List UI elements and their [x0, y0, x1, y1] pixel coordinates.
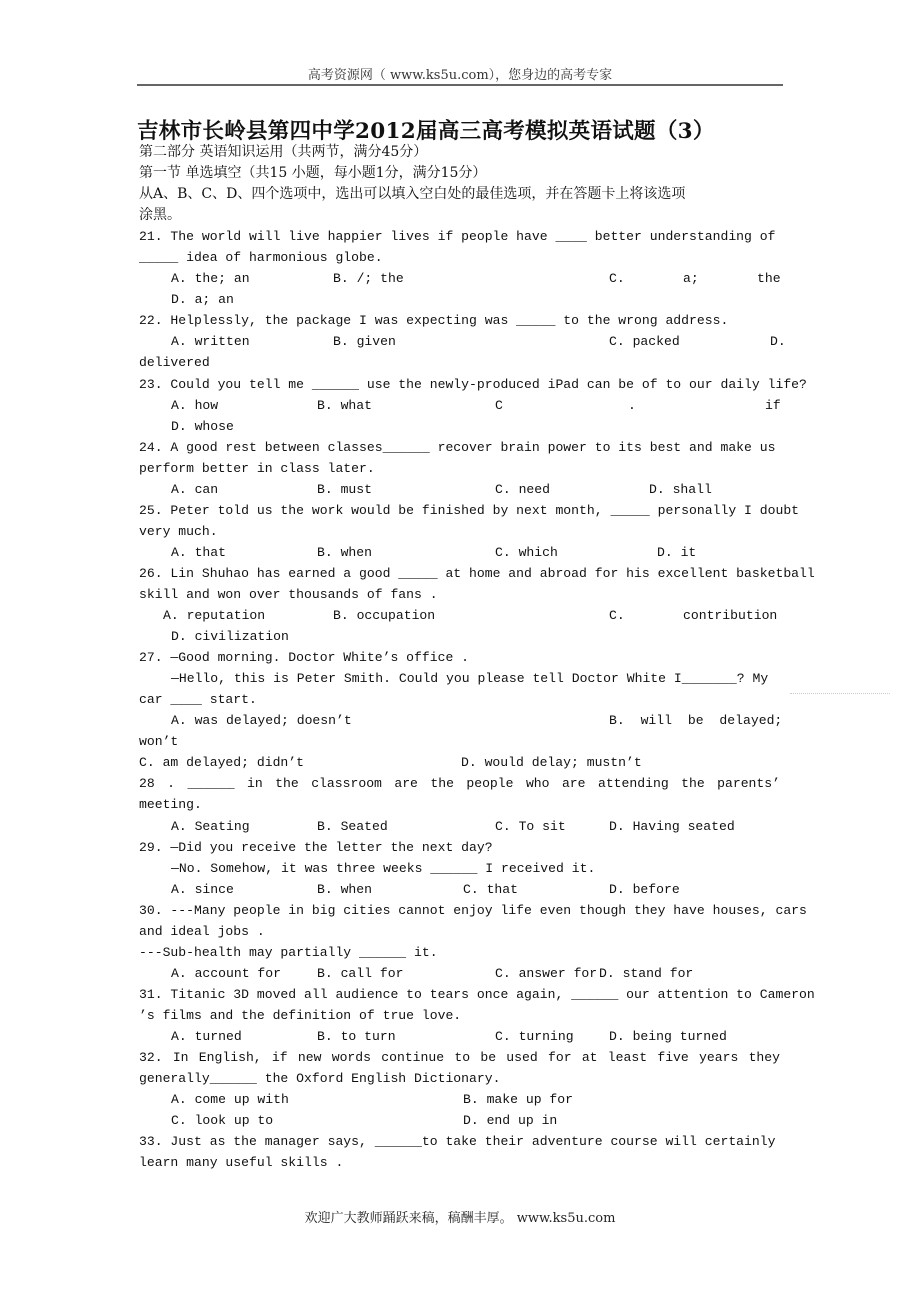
option-d: D. civilization: [171, 629, 289, 645]
question-29-options: [139, 879, 839, 900]
option-a: A. written: [171, 334, 250, 350]
instruction: 第二部分 英语知识运用（共两节，满分45分）: [139, 144, 428, 160]
option-b-cont: won’t: [139, 734, 179, 750]
option-d: D. would delay; mustn’t: [461, 755, 642, 771]
option-c: C. look up to: [171, 1113, 274, 1129]
option-a: A. Seating: [171, 818, 250, 834]
instruction: 涂黑。: [139, 207, 181, 224]
option-d-label: D.: [770, 334, 786, 350]
question-30-stem: 30. ---Many people in big cities cannot enjoy life even though they have houses, cars: [139, 902, 807, 918]
option-c-dot: .: [628, 397, 636, 413]
option-c-label: C.: [609, 608, 625, 624]
question-21-options: [139, 268, 839, 289]
option-c: a;: [683, 271, 699, 287]
instruction: 第一节 单选填空（共15 小题，每小题1分，满分15分）: [139, 165, 487, 182]
question-24-stem: perform better in class later.: [139, 460, 375, 476]
option-c: if: [765, 397, 781, 413]
question-33-stem: learn many useful skills .: [139, 1155, 344, 1171]
option-c: the: [757, 271, 781, 287]
page-header: 高考资源网（ www.ks5u.com），您身边的高考专家: [307, 68, 613, 83]
question-27-options: [139, 710, 839, 731]
question-22-stem: 22. Helplessly, the package I was expecting was _____ to the wrong address.: [139, 313, 729, 329]
option-c: C. packed: [609, 334, 680, 350]
option-b: B. /; the: [333, 271, 404, 287]
question-31-stem: 31. Titanic 3D moved all audience to tears once again, ______ our attention to Cameron: [139, 986, 815, 1002]
question-29-stem: —No. Somehow, it was three weeks ______ I received it.: [171, 860, 596, 876]
question-32-stem: 32. In English, if new words continue to be used for at least five years they: [139, 1050, 780, 1066]
option-d: D. shall: [649, 481, 712, 497]
question-25-stem: 25. Peter told us the work would be finished by next month, _____ personally I doubt: [139, 502, 800, 518]
question-28-options: [139, 816, 839, 837]
option-c-label: C.: [609, 271, 625, 287]
option-b: B. call for: [317, 965, 404, 981]
question-31-options: [139, 1026, 839, 1047]
question-27-options: [139, 752, 839, 773]
question-26-stem: skill and won over thousands of fans .: [139, 586, 438, 602]
question-26-stem: 26. Lin Shuhao has earned a good _____ at home and abroad for his excellent basketball: [139, 565, 815, 581]
option-d: D. a; an: [171, 292, 234, 308]
option-a: A. can: [171, 481, 219, 497]
option-b: B. what: [317, 397, 373, 413]
question-21-stem: 21. The world will live happier lives if people have ____ better understanding of: [139, 229, 776, 245]
option-d: delivered: [139, 355, 210, 371]
option-a: A. turned: [171, 1028, 242, 1044]
option-c: C. which: [495, 544, 558, 560]
page-footer: 欢迎广大教师踊跃来稿，稿酬丰厚。 www.ks5u.com: [304, 1211, 616, 1226]
option-a: A. was delayed; doesn’t: [171, 713, 352, 729]
option-c: C. turning: [495, 1028, 574, 1044]
option-a: A. that: [171, 544, 227, 560]
option-d: D. stand for: [599, 965, 694, 981]
option-b: B. when: [317, 881, 373, 897]
exam-body: [139, 142, 839, 1173]
option-d: D. end up in: [463, 1113, 558, 1129]
option-a: A. the; an: [171, 271, 250, 287]
question-32-stem: generally______ the Oxford English Dictionary.: [139, 1071, 501, 1087]
question-30-stem: and ideal jobs .: [139, 923, 265, 939]
question-25-stem: very much.: [139, 523, 218, 539]
option-b: B. will be delayed;: [609, 713, 783, 729]
option-c-label: C: [495, 397, 503, 413]
question-21-stem: _____ idea of harmonious globe.: [139, 250, 383, 266]
question-30-options: [139, 963, 839, 984]
question-24-options: [139, 479, 839, 500]
option-d: D. it: [657, 544, 697, 560]
option-b: B. make up for: [463, 1092, 574, 1108]
header-rule: [137, 84, 783, 86]
question-26-options: [139, 605, 839, 626]
option-c: C. To sit: [495, 818, 566, 834]
question-28-stem: meeting.: [139, 797, 202, 813]
option-d: D. before: [609, 881, 680, 897]
option-b: B. must: [317, 481, 373, 497]
option-d: D. being turned: [609, 1028, 727, 1044]
exam-title: 吉林市长岭县第四中学2012届高三高考模拟英语试题（3）: [137, 119, 715, 144]
option-a: A. reputation: [163, 608, 266, 624]
question-27-stem: 27. —Good morning. Doctor White’s office .: [139, 650, 470, 666]
option-b: B. when: [317, 544, 373, 560]
question-23-stem: 23. Could you tell me ______ use the newly-produced iPad can be of to our daily life?: [139, 376, 807, 392]
question-25-options: [139, 542, 839, 563]
option-d: D. Having seated: [609, 818, 735, 834]
option-b: B. Seated: [317, 818, 388, 834]
option-a: A. account for: [171, 965, 282, 981]
instruction: 从A、B、C、D、四个选项中，选出可以填入空白处的最佳选项，并在答题卡上将该选项: [139, 186, 686, 203]
option-a: A. how: [171, 397, 219, 413]
option-c: C. need: [495, 481, 551, 497]
question-22-options: [139, 331, 839, 352]
question-31-stem: ’s films and the definition of true love.: [139, 1007, 462, 1023]
option-b: B. to turn: [317, 1028, 396, 1044]
option-b: B. given: [333, 334, 396, 350]
question-30-stem: ---Sub-health may partially ______ it.: [139, 944, 438, 960]
option-c: C. answer for: [495, 965, 598, 981]
question-27-stem: —Hello, this is Peter Smith. Could you please tell Doctor White I_______? My: [171, 671, 769, 687]
question-27-stem: car ____ start.: [139, 692, 257, 708]
question-33-stem: 33. Just as the manager says, ______to take their adventure course will certainly: [139, 1134, 776, 1150]
option-a: A. since: [171, 881, 234, 897]
question-23-options: [139, 395, 839, 416]
option-d: D. whose: [171, 418, 234, 434]
question-32-options: [139, 1110, 839, 1131]
option-b: B. occupation: [333, 608, 436, 624]
question-29-stem: 29. —Did you receive the letter the next day?: [139, 839, 493, 855]
question-24-stem: 24. A good rest between classes______ recover brain power to its best and make us: [139, 439, 776, 455]
question-32-options: [139, 1089, 839, 1110]
option-a: A. come up with: [171, 1092, 289, 1108]
option-c: C. that: [463, 881, 519, 897]
option-c: C. am delayed; didn’t: [139, 755, 305, 771]
question-28-stem: 28 . ______ in the classroom are the people who are attending the parents’: [139, 776, 780, 792]
option-c: contribution: [683, 608, 778, 624]
